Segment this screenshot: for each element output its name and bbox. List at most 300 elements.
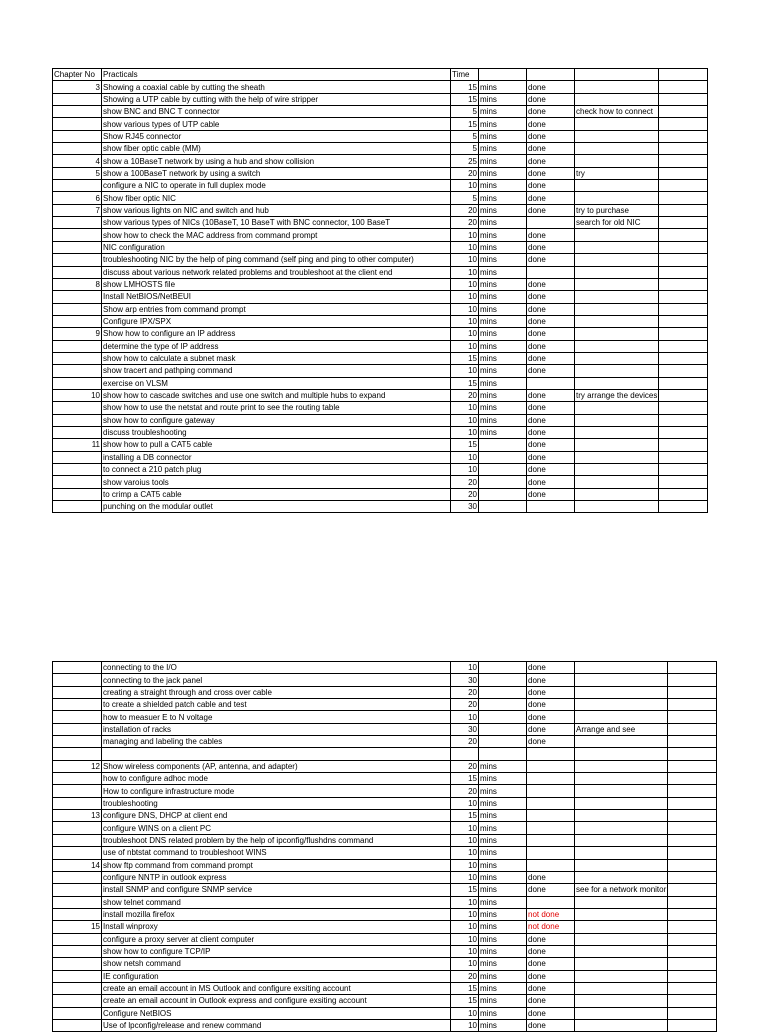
table-row [53, 662, 717, 674]
time-cell: 15 [451, 352, 479, 364]
time-cell: 5 [451, 192, 479, 204]
time-cell: 10 [451, 303, 479, 315]
practical-cell: creating a straight through and cross over cable [102, 686, 451, 698]
chapter-cell [53, 414, 102, 426]
note-cell [575, 921, 668, 933]
status-cell [527, 847, 575, 859]
table-row [53, 958, 717, 970]
time-cell: 20 [451, 736, 479, 748]
status-cell: done [527, 995, 575, 1007]
status-cell: done [527, 699, 575, 711]
practical-cell: troubleshoot DNS related problem by the help of ipconfig/flushdns command [102, 834, 451, 846]
practical-cell: show how to cascade switches and use one switch and multiple hubs to expand [102, 389, 451, 401]
time-cell: 15 [451, 982, 479, 994]
status-cell: done [527, 328, 575, 340]
status-cell [527, 377, 575, 389]
table-row [53, 908, 717, 920]
status-cell [527, 896, 575, 908]
table-row [53, 797, 717, 809]
chapter-cell: 15 [53, 921, 102, 933]
unit-cell: mins [479, 760, 527, 772]
note-cell [575, 674, 668, 686]
status-cell: done [527, 81, 575, 93]
chapter-cell [53, 402, 102, 414]
note-cell [575, 426, 659, 438]
note-cell [575, 501, 659, 513]
extra-cell [668, 1007, 717, 1019]
note-cell [575, 93, 659, 105]
status-cell: done [527, 106, 575, 118]
note-cell [575, 414, 659, 426]
status-cell [527, 859, 575, 871]
status-cell: done [527, 414, 575, 426]
note-text: search for old NIC [576, 218, 641, 228]
status-cell: done [527, 254, 575, 266]
time-cell: 10 [451, 945, 479, 957]
table-row [53, 488, 708, 500]
status-cell: done [527, 167, 575, 179]
extra-cell [668, 797, 717, 809]
extra-cell [668, 723, 717, 735]
chapter-cell: 12 [53, 760, 102, 772]
practical-cell: to crimp a CAT5 cable [102, 488, 451, 500]
practical-cell: show how to configure TCP/IP [102, 945, 451, 957]
time-cell: 20 [451, 686, 479, 698]
chapter-cell [53, 785, 102, 797]
extra-cell [659, 291, 708, 303]
status-cell: done [527, 402, 575, 414]
chapter-cell [53, 995, 102, 1007]
practical-cell: how to configure adhoc mode [102, 773, 451, 785]
practical-cell: to create a shielded patch cable and test [102, 699, 451, 711]
status-cell: done [527, 192, 575, 204]
extra-cell [668, 1019, 717, 1031]
note-cell [575, 760, 668, 772]
unit-cell: mins [479, 822, 527, 834]
chapter-cell [53, 501, 102, 513]
extra-cell [659, 241, 708, 253]
unit-cell: mins [479, 278, 527, 290]
header-note [575, 69, 659, 81]
table-row [53, 389, 708, 401]
time-cell: 5 [451, 106, 479, 118]
unit-cell: mins [479, 118, 527, 130]
chapter-cell [53, 93, 102, 105]
chapter-cell [53, 291, 102, 303]
extra-cell [668, 773, 717, 785]
note-text: Arrange and see [576, 724, 636, 734]
chapter-cell [53, 945, 102, 957]
status-cell: done [527, 1019, 575, 1031]
time-cell: 20 [451, 760, 479, 772]
chapter-cell [53, 797, 102, 809]
extra-cell [668, 970, 717, 982]
unit-cell: mins [479, 315, 527, 327]
chapter-cell [53, 130, 102, 142]
extra-cell [659, 402, 708, 414]
status-cell: done [527, 389, 575, 401]
unit-cell: mins [479, 352, 527, 364]
practical-cell: show fiber optic cable (MM) [102, 143, 451, 155]
chapter-cell [53, 241, 102, 253]
chapter-cell [53, 352, 102, 364]
practical-cell: Install winproxy [102, 921, 451, 933]
note-cell [575, 439, 659, 451]
table-row [53, 674, 717, 686]
extra-cell [659, 414, 708, 426]
extra-cell [659, 315, 708, 327]
table-row [53, 773, 717, 785]
extra-cell [668, 884, 717, 896]
note-cell [575, 451, 659, 463]
status-cell: done [527, 130, 575, 142]
chapter-cell [53, 908, 102, 920]
unit-cell: mins [479, 1019, 527, 1031]
time-cell: 10 [451, 859, 479, 871]
practical-cell: installation of racks [102, 723, 451, 735]
extra-cell [659, 143, 708, 155]
table-row [53, 464, 708, 476]
unit-cell [479, 488, 527, 500]
status-cell [527, 810, 575, 822]
chapter-cell: 11 [53, 439, 102, 451]
time-cell: 10 [451, 254, 479, 266]
note-cell [575, 1019, 668, 1031]
time-cell: 10 [451, 834, 479, 846]
practical-cell: show how to configure gateway [102, 414, 451, 426]
practical-cell: Show fiber optic NIC [102, 192, 451, 204]
time-cell: 10 [451, 1019, 479, 1031]
table-row [53, 834, 717, 846]
chapter-cell [53, 340, 102, 352]
extra-cell [668, 674, 717, 686]
note-cell [575, 822, 668, 834]
status-cell: done [527, 982, 575, 994]
chapter-cell: 5 [53, 167, 102, 179]
extra-cell [668, 921, 717, 933]
chapter-cell [53, 118, 102, 130]
practical-cell: connecting to the I/O [102, 662, 451, 674]
time-cell: 10 [451, 896, 479, 908]
unit-cell: mins [479, 340, 527, 352]
practical-cell: show various types of UTP cable [102, 118, 451, 130]
table-row [53, 1007, 717, 1019]
time-cell: 10 [451, 464, 479, 476]
status-cell: done [527, 291, 575, 303]
practical-cell: Show wireless components (AP, antenna, and adapter) [102, 760, 451, 772]
table-row [53, 933, 717, 945]
extra-cell [659, 229, 708, 241]
chapter-cell [53, 1007, 102, 1019]
unit-cell: mins [479, 180, 527, 192]
chapter-cell [53, 1019, 102, 1031]
status-cell [527, 760, 575, 772]
note-cell [575, 155, 659, 167]
time-cell: 25 [451, 155, 479, 167]
status-cell: done [527, 180, 575, 192]
time-cell: 10 [451, 278, 479, 290]
status-cell [527, 785, 575, 797]
time-cell: 20 [451, 476, 479, 488]
extra-cell [668, 699, 717, 711]
status-cell: done [527, 736, 575, 748]
chapter-cell [53, 229, 102, 241]
table-row [53, 204, 708, 216]
practical-cell: discuss about various network related problems and troubleshoot at the client end [102, 266, 451, 278]
extra-cell [668, 871, 717, 883]
practical-cell: show BNC and BNC T connector [102, 106, 451, 118]
practical-cell: troubleshooting NIC by the help of ping command (self ping and ping to other computer) [102, 254, 451, 266]
unit-cell: mins [479, 958, 527, 970]
unit-cell: mins [479, 797, 527, 809]
practical-cell: configure DNS, DHCP at client end [102, 810, 451, 822]
table-row [53, 945, 717, 957]
practical-cell: exercise on VLSM [102, 377, 451, 389]
extra-cell [668, 760, 717, 772]
chapter-cell [53, 266, 102, 278]
extra-cell [668, 933, 717, 945]
extra-cell [668, 748, 717, 760]
note-cell [575, 933, 668, 945]
practical-cell: show how to calculate a subnet mask [102, 352, 451, 364]
extra-cell [668, 847, 717, 859]
extra-cell [659, 106, 708, 118]
table-row [53, 871, 717, 883]
unit-cell: mins [479, 204, 527, 216]
status-cell: done [527, 365, 575, 377]
status-cell: done [527, 439, 575, 451]
status-cell: done [527, 686, 575, 698]
note-cell [575, 686, 668, 698]
status-cell: done [527, 933, 575, 945]
time-cell: 5 [451, 143, 479, 155]
extra-cell [659, 217, 708, 229]
note-cell [575, 908, 668, 920]
time-cell: 10 [451, 871, 479, 883]
time-cell: 15 [451, 995, 479, 1007]
chapter-cell [53, 834, 102, 846]
chapter-cell [53, 736, 102, 748]
chapter-cell: 9 [53, 328, 102, 340]
unit-cell: mins [479, 81, 527, 93]
table-row [53, 921, 717, 933]
status-cell: done [527, 871, 575, 883]
time-cell: 30 [451, 723, 479, 735]
chapter-cell [53, 217, 102, 229]
practical-cell: discuss troubleshooting [102, 426, 451, 438]
unit-cell [479, 439, 527, 451]
extra-cell [668, 859, 717, 871]
status-cell [527, 834, 575, 846]
status-cell: done [527, 229, 575, 241]
status-cell [527, 773, 575, 785]
chapter-cell [53, 982, 102, 994]
practicals-table-bottom [52, 661, 717, 1032]
practical-cell: configure NNTP in outlook express [102, 871, 451, 883]
chapter-cell [53, 464, 102, 476]
unit-cell: mins [479, 389, 527, 401]
note-cell [575, 884, 668, 896]
chapter-cell: 6 [53, 192, 102, 204]
time-cell: 10 [451, 822, 479, 834]
note-text: see for a network monitor [576, 885, 667, 895]
status-cell: done [527, 970, 575, 982]
time-cell: 10 [451, 180, 479, 192]
extra-cell [659, 340, 708, 352]
practical-cell: determine the type of IP address [102, 340, 451, 352]
note-cell [575, 723, 668, 735]
time-cell: 20 [451, 970, 479, 982]
extra-cell [668, 834, 717, 846]
chapter-cell [53, 847, 102, 859]
note-cell [575, 217, 659, 229]
table-row [53, 847, 717, 859]
extra-cell [668, 896, 717, 908]
chapter-cell: 4 [53, 155, 102, 167]
table-row [53, 451, 708, 463]
unit-cell [479, 662, 527, 674]
time-cell: 10 [451, 908, 479, 920]
practical-cell: show various types of NICs (10BaseT, 10 BaseT with BNC connector, 100 BaseT [102, 217, 451, 229]
table-row [53, 426, 708, 438]
table-row [53, 217, 708, 229]
unit-cell: mins [479, 93, 527, 105]
chapter-cell: 10 [53, 389, 102, 401]
extra-cell [659, 451, 708, 463]
extra-cell [659, 501, 708, 513]
table-row [53, 995, 717, 1007]
note-cell [575, 797, 668, 809]
table-row [53, 699, 717, 711]
table-row [53, 229, 708, 241]
chapter-cell [53, 871, 102, 883]
chapter-cell [53, 426, 102, 438]
note-cell [575, 377, 659, 389]
extra-cell [668, 686, 717, 698]
extra-cell [659, 278, 708, 290]
chapter-cell [53, 674, 102, 686]
note-cell [575, 241, 659, 253]
time-cell: 10 [451, 241, 479, 253]
practical-cell: how to measuer E to N voltage [102, 711, 451, 723]
note-cell [575, 711, 668, 723]
status-cell: done [527, 143, 575, 155]
note-cell [575, 118, 659, 130]
unit-cell: mins [479, 426, 527, 438]
unit-cell: mins [479, 266, 527, 278]
practical-cell: show how to check the MAC address from command prompt [102, 229, 451, 241]
unit-cell: mins [479, 291, 527, 303]
unit-cell: mins [479, 130, 527, 142]
time-cell: 10 [451, 933, 479, 945]
table-row [53, 822, 717, 834]
chapter-cell [53, 933, 102, 945]
extra-cell [668, 711, 717, 723]
note-cell [575, 106, 659, 118]
extra-cell [668, 822, 717, 834]
time-cell: 15 [451, 118, 479, 130]
status-cell: done [527, 155, 575, 167]
note-cell [575, 278, 659, 290]
chapter-cell [53, 773, 102, 785]
status-cell: done [527, 464, 575, 476]
note-cell [575, 266, 659, 278]
unit-cell: mins [479, 143, 527, 155]
status-cell: done [527, 945, 575, 957]
table-row [53, 106, 708, 118]
status-cell: done [527, 674, 575, 686]
table-row [53, 736, 717, 748]
unit-cell [479, 736, 527, 748]
table-row [53, 723, 717, 735]
unit-cell: mins [479, 414, 527, 426]
note-cell [575, 995, 668, 1007]
note-cell [575, 1007, 668, 1019]
note-cell [575, 464, 659, 476]
note-cell [575, 488, 659, 500]
practical-cell: managing and labeling the cables [102, 736, 451, 748]
status-cell: done [527, 93, 575, 105]
note-cell [575, 810, 668, 822]
note-cell [575, 365, 659, 377]
practical-cell: Showing a coaxial cable by cutting the sheath [102, 81, 451, 93]
table-row [53, 130, 708, 142]
time-cell: 30 [451, 501, 479, 513]
note-cell [575, 229, 659, 241]
status-cell: done [527, 451, 575, 463]
time-cell: 20 [451, 204, 479, 216]
practical-cell: Show arp entries from command prompt [102, 303, 451, 315]
practical-cell: Use of lpconfig/release and renew command [102, 1019, 451, 1031]
chapter-cell [53, 699, 102, 711]
unit-cell: mins [479, 377, 527, 389]
header-status [527, 69, 575, 81]
unit-cell [479, 723, 527, 735]
extra-cell [659, 352, 708, 364]
extra-cell [659, 303, 708, 315]
extra-cell [659, 167, 708, 179]
time-cell: 15 [451, 93, 479, 105]
practical-cell: use of nbtstat command to troubleshoot WINS [102, 847, 451, 859]
extra-cell [668, 958, 717, 970]
table-row [53, 278, 708, 290]
table-row [53, 180, 708, 192]
practical-cell: show a 100BaseT network by using a switch [102, 167, 451, 179]
time-cell: 5 [451, 130, 479, 142]
time-cell: 10 [451, 426, 479, 438]
table-row [53, 760, 717, 772]
unit-cell [479, 686, 527, 698]
time-cell: 30 [451, 674, 479, 686]
time-cell: 20 [451, 167, 479, 179]
note-cell [575, 402, 659, 414]
unit-cell: mins [479, 884, 527, 896]
note-cell [575, 204, 659, 216]
time-cell: 20 [451, 785, 479, 797]
unit-cell: mins [479, 908, 527, 920]
unit-cell: mins [479, 896, 527, 908]
unit-cell: mins [479, 1007, 527, 1019]
time-cell: 10 [451, 340, 479, 352]
chapter-cell [53, 106, 102, 118]
table-row [53, 884, 717, 896]
chapter-cell [53, 686, 102, 698]
time-cell: 10 [451, 662, 479, 674]
extra-cell [659, 266, 708, 278]
practical-cell: How to configure infrastructure mode [102, 785, 451, 797]
extra-cell [659, 365, 708, 377]
extra-cell [659, 328, 708, 340]
